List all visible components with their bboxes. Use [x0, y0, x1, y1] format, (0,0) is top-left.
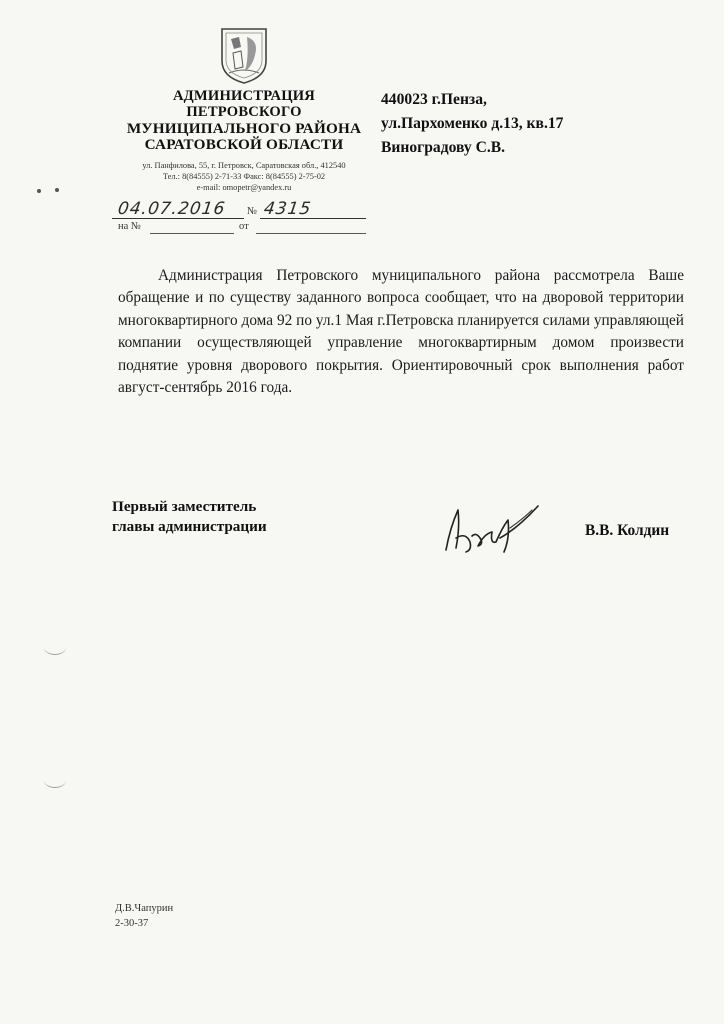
- coat-of-arms-icon: [219, 27, 269, 85]
- registration-number: 4315: [262, 199, 313, 219]
- reference-from-underline: [256, 233, 366, 234]
- recipient-city: 440023 г.Пенза,: [381, 91, 487, 108]
- scan-dot: [55, 188, 59, 192]
- performer-info: [115, 902, 173, 931]
- org-name-line: САРАТОВСКОЙ ОБЛАСТИ: [144, 136, 344, 154]
- reference-label: на №: [118, 221, 141, 232]
- scan-mark: [44, 640, 66, 655]
- org-email: e-mail: omopetr@yandex.ru: [196, 183, 292, 193]
- recipient-street: ул.Пархоменко д.13, кв.17: [381, 115, 564, 132]
- registration-number-label: №: [247, 206, 258, 217]
- reference-from-label: от: [239, 221, 249, 232]
- signer-name: В.В. Колдин: [585, 522, 670, 539]
- performer-phone: 2-30-37: [115, 917, 149, 929]
- number-underline: [260, 218, 366, 219]
- scan-dot: [37, 189, 41, 193]
- performer-name: Д.В.Чапурин: [115, 903, 174, 914]
- signer-title-line: главы администрации: [112, 518, 267, 535]
- org-name-line: ПЕТРОВСКОГО: [186, 104, 302, 121]
- registration-block: [112, 200, 368, 240]
- scan-mark: [44, 773, 66, 788]
- signer-title: [112, 497, 352, 537]
- org-name: [120, 88, 368, 154]
- handwritten-signature: [440, 498, 550, 560]
- org-address: ул. Панфилова, 55, г. Петровск, Саратовская обл., 412540: [142, 161, 346, 170]
- recipient-name: Виноградову С.В.: [381, 139, 506, 156]
- reference-underline: [150, 233, 234, 234]
- org-contacts: [120, 160, 368, 194]
- registration-date: 04.07.2016: [116, 199, 227, 219]
- signer-title-line: Первый заместитель: [112, 498, 257, 515]
- recipient-address: [381, 88, 681, 160]
- org-name-line: АДМИНИСТРАЦИЯ: [172, 88, 316, 104]
- org-phones: Тел.: 8(84555) 2-71-33 Факс: 8(84555) 2-75-02: [162, 172, 326, 182]
- org-name-line: МУНИЦИПАЛЬНОГО РАЙОНА: [126, 119, 362, 137]
- letter-body-text: Администрация Петровского муниципального района рассмотрела Ваше обращение и по существу заданного вопроса сообщает, что на дворовой территории многоквартирного дома 92 по ул.1 Мая г.Петровска планируется силами управляющей компании осуществляющей управление многоквартирным домом произвести поднятие уровня дворового покрытия. Ориентировочный срок выполнения работ август-сентябрь 2016 года.: [118, 267, 684, 397]
- letter-body: [118, 265, 684, 399]
- date-underline: [112, 218, 244, 219]
